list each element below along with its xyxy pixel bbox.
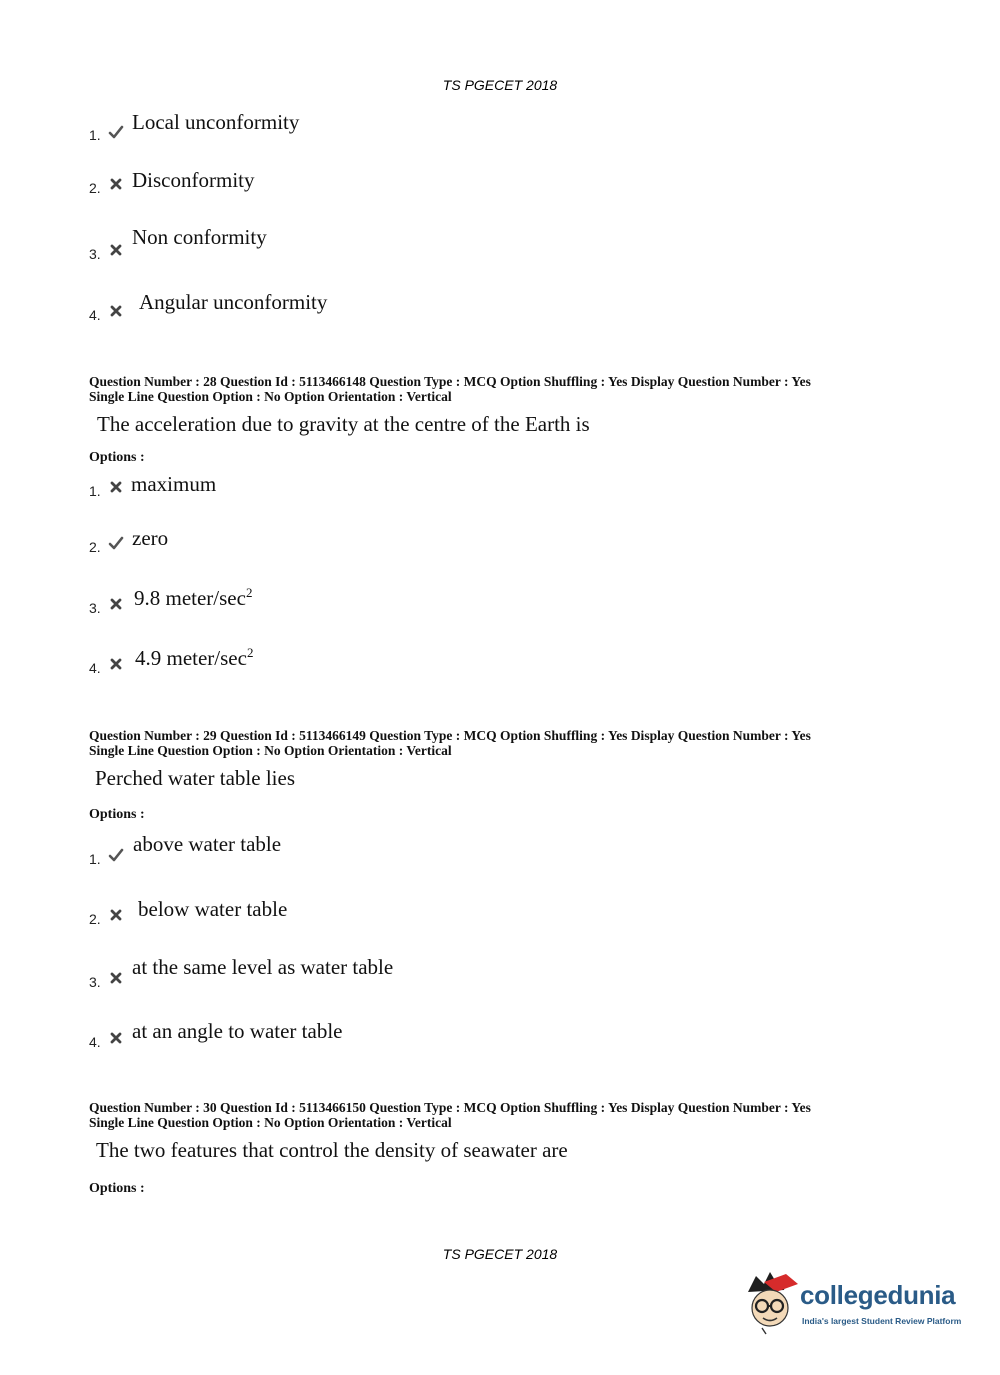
option-number: 4. — [89, 1034, 101, 1050]
cross-icon — [108, 907, 124, 923]
meta-line: Question Number : 28 Question Id : 5113466148 Question Type : MCQ Option Shuffling : Yes Display Question Number : Yes — [89, 374, 811, 389]
option-number: 2. — [89, 911, 101, 927]
cross-icon — [108, 242, 124, 258]
question-text: The acceleration due to gravity at the centre of the Earth is — [97, 412, 590, 436]
option-text: Non conformity — [132, 225, 267, 249]
cross-icon — [108, 303, 124, 319]
option-text: maximum — [131, 472, 217, 496]
cross-icon — [108, 656, 124, 672]
option-number: 2. — [89, 539, 101, 555]
meta-line: Question Number : 29 Question Id : 5113466149 Question Type : MCQ Option Shuffling : Yes Display Question Number : Yes — [89, 728, 811, 743]
option-number: 1. — [89, 483, 101, 499]
option-number: 3. — [89, 600, 101, 616]
question-meta — [89, 728, 909, 758]
question-text: Perched water table lies — [95, 766, 295, 790]
option-text: above water table — [133, 832, 282, 856]
option-text: Local unconformity — [132, 110, 300, 134]
cross-icon — [108, 176, 124, 192]
meta-line: Single Line Question Option : No Option Orientation : Vertical — [89, 1115, 452, 1130]
superscript: 2 — [245, 585, 253, 600]
option-text: zero — [132, 526, 169, 550]
question-text: The two features that control the density of seawater are — [96, 1138, 568, 1162]
option-text: 4.9 meter/$\sec^2$ — [135, 645, 254, 670]
option-text: at an angle to water table — [132, 1019, 343, 1043]
meta-line: Single Line Question Option : No Option Orientation : Vertical — [89, 743, 452, 758]
running-header: TS PGECET 2018 — [442, 77, 558, 93]
logo-tagline: India's largest Student Review Platform — [802, 1316, 962, 1326]
option-number: 2. — [89, 180, 101, 196]
meta-line: Question Number : 30 Question Id : 5113466150 Question Type : MCQ Option Shuffling : Yes Display Question Number : Yes — [89, 1100, 811, 1115]
question-meta — [89, 374, 909, 404]
cross-icon — [108, 1030, 124, 1046]
superscript: 2 — [246, 645, 254, 660]
collegedunia-logo — [742, 1270, 967, 1338]
option-number: 1. — [89, 851, 101, 867]
options-label: Options : — [89, 450, 145, 465]
cross-icon — [108, 970, 124, 986]
options-label: Options : — [89, 807, 145, 822]
option-number: 4. — [89, 307, 101, 323]
option-text: Angular unconformity — [139, 290, 328, 314]
check-icon — [108, 535, 124, 551]
mascot-icon — [742, 1270, 800, 1336]
option-text: 9.8 meter/$\sec^2$ — [134, 585, 253, 610]
options-label: Options : — [89, 1181, 145, 1196]
option-text: at the same level as water table — [132, 955, 394, 979]
cross-icon — [108, 479, 124, 495]
option-number: 3. — [89, 246, 101, 262]
option-text: Disconformity — [132, 168, 255, 192]
check-icon — [108, 847, 124, 863]
option-number: 1. — [89, 127, 101, 143]
meta-line: Single Line Question Option : No Option Orientation : Vertical — [89, 389, 452, 404]
option-number: 3. — [89, 974, 101, 990]
check-icon — [108, 124, 124, 140]
option-number: 4. — [89, 660, 101, 676]
cross-icon — [108, 596, 124, 612]
logo-wordmark: collegedunia — [800, 1280, 956, 1310]
option-text: below water table — [138, 897, 288, 921]
running-footer: TS PGECET 2018 — [442, 1246, 558, 1262]
question-meta — [89, 1100, 909, 1130]
